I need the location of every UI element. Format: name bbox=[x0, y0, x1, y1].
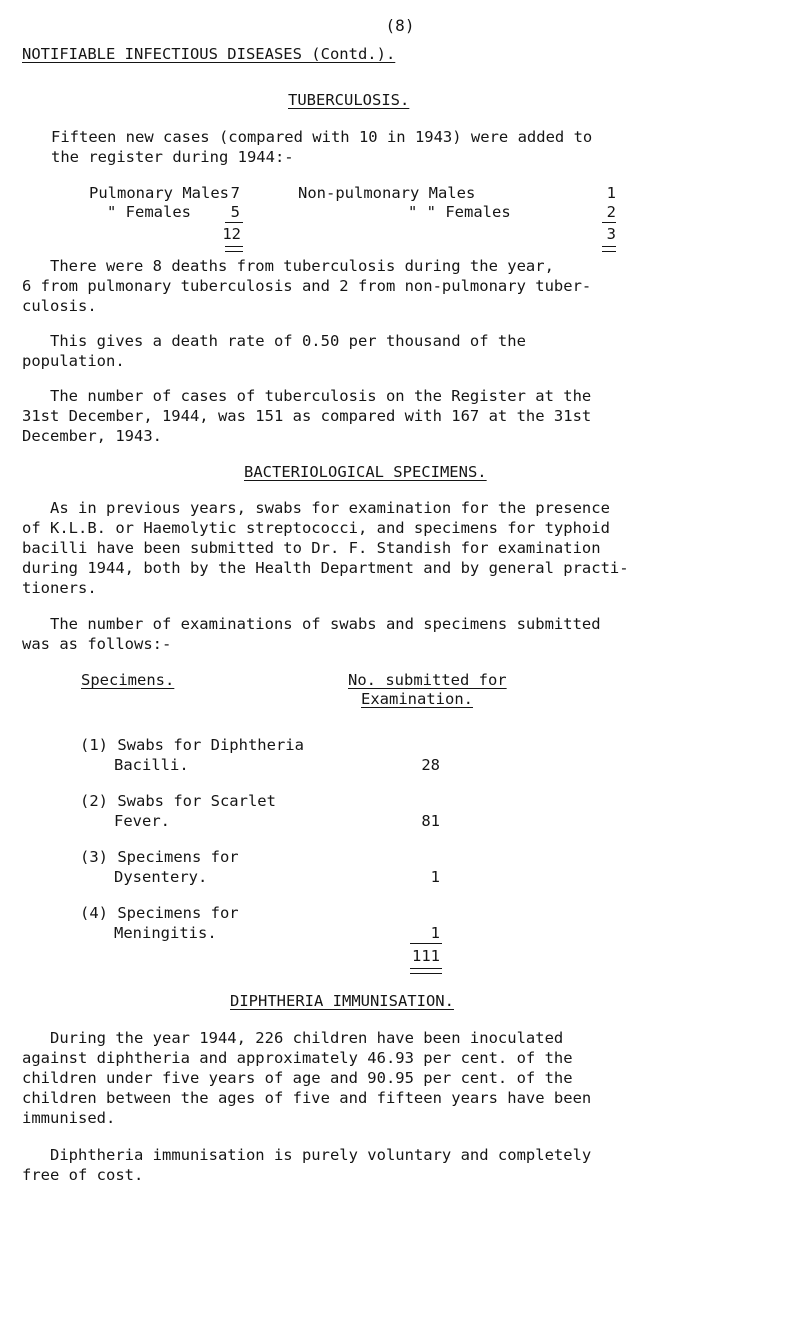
nonpulmonary-females-value: 2 bbox=[606, 203, 616, 221]
pulmonary-males-value: 7 bbox=[230, 184, 240, 202]
diph-para1-line-1: During the year 1944, 226 children have been inoculated bbox=[50, 1029, 564, 1047]
specimen-row-4-line-2: Meningitis. bbox=[114, 924, 217, 942]
nonpulmonary-subtotal-rule bbox=[602, 222, 616, 223]
diph-para1-line-3: children under five years of age and 90.95 per cent. of the bbox=[22, 1069, 573, 1087]
tb-rate-line-1: This gives a death rate of 0.50 per thousand of the bbox=[50, 332, 526, 350]
diph-para2-line-1: Diphtheria immunisation is purely voluntary and completely bbox=[50, 1146, 592, 1164]
nonpulmonary-females-label: " " Females bbox=[408, 203, 511, 221]
pulmonary-males-label: Pulmonary Males bbox=[89, 184, 229, 202]
specimen-row-3-line-2: Dysentery. bbox=[114, 868, 208, 886]
specimen-row-2-line-2: Fever. bbox=[114, 812, 170, 830]
specimens-column-header: Specimens. bbox=[81, 671, 175, 689]
diph-para1-line-4: children between the ages of five and fifteen years have been bbox=[22, 1089, 592, 1107]
submitted-column-header-line-2: Examination. bbox=[361, 690, 473, 708]
bacteriological-heading: BACTERIOLOGICAL SPECIMENS. bbox=[244, 463, 487, 481]
tb-deaths-line-3: culosis. bbox=[22, 297, 97, 315]
bact-para1-line-1: As in previous years, swabs for examination for the presence bbox=[50, 499, 610, 517]
diph-para1-line-5: immunised. bbox=[22, 1109, 116, 1127]
specimen-row-4-line-1: (4) Specimens for bbox=[80, 904, 239, 922]
specimen-row-2-value: 81 bbox=[421, 812, 440, 830]
tb-intro-line-2: the register during 1944:- bbox=[51, 148, 294, 166]
main-heading: NOTIFIABLE INFECTIOUS DISEASES (Contd.). bbox=[22, 45, 396, 63]
specimen-row-1-line-1: (1) Swabs for Diphtheria bbox=[80, 736, 304, 754]
tb-intro-line-1: Fifteen new cases (compared with 10 in 1943) were added to bbox=[51, 128, 593, 146]
pulmonary-females-label: " Females bbox=[107, 203, 191, 221]
bact-para1-line-4: during 1944, both by the Health Department and by general practi- bbox=[22, 559, 629, 577]
nonpulmonary-total-rule bbox=[602, 246, 616, 252]
diph-para2-line-2: free of cost. bbox=[22, 1166, 144, 1184]
pulmonary-subtotal-rule bbox=[225, 222, 243, 223]
specimen-row-3-value: 1 bbox=[430, 868, 440, 886]
specimen-row-1-value: 28 bbox=[421, 756, 440, 774]
specimen-row-4-value: 1 bbox=[430, 924, 440, 942]
tb-deaths-line-2: 6 from pulmonary tuberculosis and 2 from non-pulmonary tuber- bbox=[22, 277, 592, 295]
diph-para1-line-2: against diphtheria and approximately 46.93 per cent. of the bbox=[22, 1049, 573, 1067]
nonpulmonary-males-label: Non-pulmonary Males bbox=[298, 184, 476, 202]
pulmonary-total: 12 bbox=[222, 225, 241, 243]
tb-register-line-3: December, 1943. bbox=[22, 427, 162, 445]
pulmonary-total-rule bbox=[225, 246, 243, 252]
tb-register-line-1: The number of cases of tuberculosis on the Register at the bbox=[50, 387, 592, 405]
submitted-column-header-line-1: No. submitted for bbox=[348, 671, 507, 689]
tb-deaths-line-1: There were 8 deaths from tuberculosis during the year, bbox=[50, 257, 554, 275]
tb-rate-line-2: population. bbox=[22, 352, 125, 370]
specimens-total: 111 bbox=[412, 947, 440, 965]
nonpulmonary-males-value: 1 bbox=[606, 184, 616, 202]
diphtheria-heading: DIPHTHERIA IMMUNISATION. bbox=[230, 992, 454, 1010]
specimen-row-2-line-1: (2) Swabs for Scarlet bbox=[80, 792, 276, 810]
bact-para1-line-2: of K.L.B. or Haemolytic streptococci, and specimens for typhoid bbox=[22, 519, 610, 537]
specimen-row-1-line-2: Bacilli. bbox=[114, 756, 189, 774]
nonpulmonary-total: 3 bbox=[606, 225, 616, 243]
bact-para2-line-1: The number of examinations of swabs and specimens submitted bbox=[50, 615, 601, 633]
page-number: (8) bbox=[385, 16, 415, 35]
bact-para2-line-2: was as follows:- bbox=[22, 635, 172, 653]
specimen-row-3-line-1: (3) Specimens for bbox=[80, 848, 239, 866]
pulmonary-females-value: 5 bbox=[230, 203, 240, 221]
bact-para1-line-3: bacilli have been submitted to Dr. F. Standish for examination bbox=[22, 539, 601, 557]
bact-para1-line-5: tioners. bbox=[22, 579, 97, 597]
tb-register-line-2: 31st December, 1944, was 151 as compared with 167 at the 31st bbox=[22, 407, 592, 425]
specimens-total-rule bbox=[410, 968, 442, 974]
specimens-subtotal-rule bbox=[410, 943, 442, 944]
tuberculosis-heading: TUBERCULOSIS. bbox=[288, 91, 410, 109]
